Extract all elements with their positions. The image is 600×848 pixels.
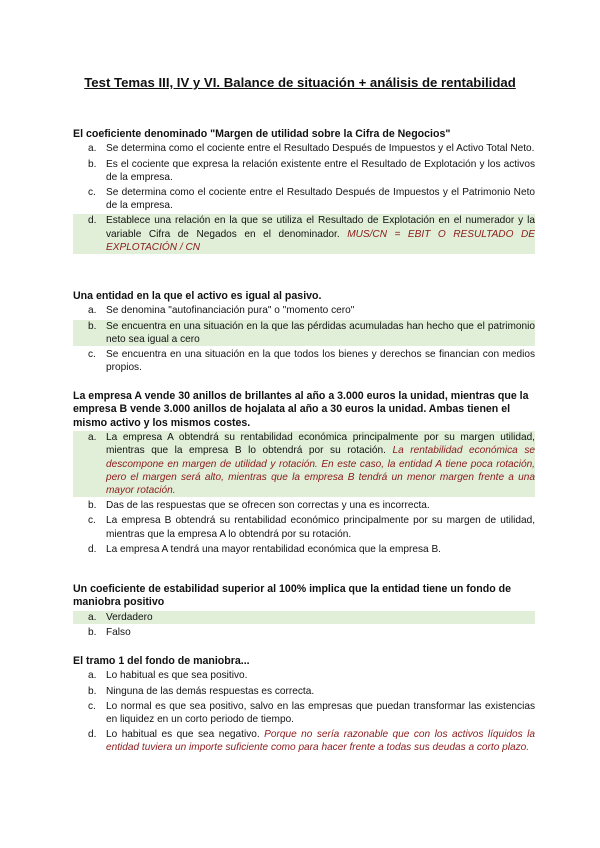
option-letter: a. [88,432,97,444]
option-text: Se determina como el cociente entre el Resultado Después de Impuestos y el Patrimonio Neto de la empresa. [106,187,535,212]
option-text: Se encuentra en una situación en la que las pérdidas acumuladas han hecho que el patrimonio neto sea igual a cero [106,320,535,345]
option-d [73,728,535,754]
option-text: Lo habitual es que sea positivo. [106,670,248,682]
option-text: Falso [106,627,131,639]
option-letter: a. [88,143,97,155]
question-stem: La empresa A vende 30 anillos de brillantes al año a 3.000 euros la unidad, mientras que la empresa B vende 3.000 anillos de hojalata al año a 30 euros la unidad. Ambas tienen el mismo activo y los mismos costes. [73,390,529,429]
option-a-correct [73,611,535,624]
question-2 [73,290,535,376]
page-title: Test Temas III, IV y VI. Balance de situación + análisis de rentabilidad [84,75,516,90]
option-text: La empresa A obtendrá su rentabilidad económica principalmente por su margen utilidad, mientras que la empresa B lo obtendrá por su rotación. [106,432,535,457]
option-text: Se determina como el cociente entre el Resultado Después de Impuestos y el Activo Total Neto. [106,143,535,155]
option-a [73,142,535,155]
option-a-correct [73,431,535,497]
option-letter: c. [88,187,96,199]
option-letter: b. [88,685,97,697]
option-letter: c. [88,515,96,527]
option-d [73,543,535,556]
option-list [73,304,535,374]
option-text: Es el cociente que expresa la relación existente entre el Resultado de Explotación y los activos de la empresa. [106,158,535,183]
option-text: Lo normal es que sea positivo, salvo en las empresas que puedan transformar las existencias en liquidez en un corto periodo de tiempo. [106,700,535,726]
option-a [73,304,535,317]
option-list [73,611,535,639]
option-a [73,669,535,682]
question-4 [73,583,535,641]
option-letter: b. [88,500,97,512]
answer-note: La rentabilidad económica se descompone en margen de utilidad y rotación. En este caso, la entidad A tiene poca rotación, pero el margen será alto, mientras que la empresa B tendrá un menor margen frente a una mayor rotación. [106,445,535,497]
question-stem: Un coeficiente de estabilidad superior al 100% implica que la entidad tiene un fondo de maniobra positivo [73,583,511,609]
option-text: La empresa B obtendrá su rentabilidad económico principalmente por su margen de utilidad, mientras que la empresa A lo obtendrá por su rotación. [106,515,535,540]
option-list [73,669,535,754]
option-text: Verdadero [106,611,153,623]
option-list [73,142,535,254]
question-5 [73,655,535,757]
option-b [73,685,535,698]
option-letter: d. [88,729,97,741]
option-letter: b. [88,158,97,170]
option-letter: a. [88,670,97,682]
option-list [73,431,535,556]
option-d-correct [73,214,535,254]
option-letter: c. [88,349,96,361]
option-c [73,186,535,212]
question-stem: El coeficiente denominado "Margen de utilidad sobre la Cifra de Negocios" [73,128,451,140]
option-text: Establece una relación en la que se utiliza el Resultado de Explotación en el numerador y la variable Cifra de Negados en el denominador. [106,215,535,240]
option-letter: a. [88,305,97,317]
option-b [73,158,535,184]
option-text: Lo habitual es que sea negativo. [106,729,260,741]
option-letter: a. [88,611,97,623]
option-text: La empresa A tendrá una mayor rentabilidad económica que la empresa B. [106,543,441,555]
question-stem: Una entidad en la que el activo es igual al pasivo. [73,290,322,302]
option-letter: d. [88,543,97,555]
option-b [73,499,535,512]
option-text: Se denomina "autofinanciación pura" o "momento cero" [106,305,355,317]
option-letter: b. [88,627,97,639]
option-letter: c. [88,700,96,712]
option-c [73,700,535,726]
question-1 [73,128,535,256]
option-letter: b. [88,320,97,332]
answer-note: Porque no sería razonable que con los activos líquidos la entidad tuviera un importe suficiente como para hacer frente a todas sus deudas a corto plazo. [106,729,535,754]
option-b-correct [73,320,535,346]
option-c [73,514,535,540]
option-text: Ninguna de las demás respuestas es correcta. [106,685,315,697]
question-stem: El tramo 1 del fondo de maniobra... [73,655,250,667]
question-3 [73,390,535,558]
option-text: Das de las respuestas que se ofrecen son correctas y una es incorrecta. [106,500,430,512]
option-c [73,348,535,374]
option-b [73,626,535,639]
answer-note: MUS/CN = EBIT O RESULTADO DE EXPLOTACIÓN / CN [106,228,535,253]
option-text: Se encuentra en una situación en la que todos los bienes y derechos se financian con medios propios. [106,349,535,374]
option-letter: d. [88,215,97,227]
